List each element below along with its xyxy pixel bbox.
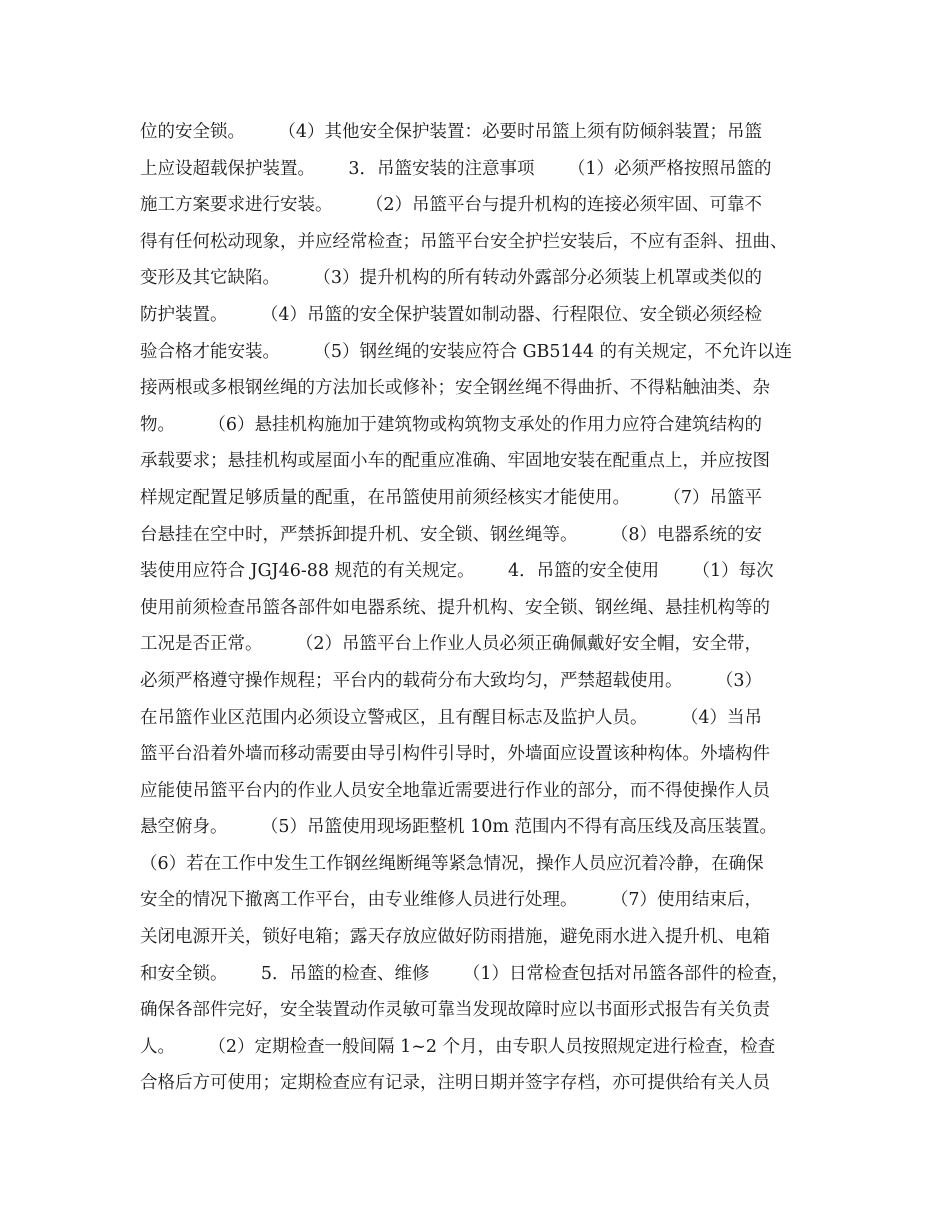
- text-line: 物。 （6）悬挂机构施加于建筑物或构筑物支承处的作用力应符合建筑结构的: [140, 414, 763, 435]
- text-line: 应能使吊篮平台内的作业人员安全地靠近需要进行作业的部分，而不得使操作人员: [140, 780, 770, 801]
- text-line: 样规定配置足够质量的配重，在吊篮使用前须经核实才能使用。 （7）吊篮平: [140, 487, 763, 508]
- text-line: 确保各部件完好，安全装置动作灵敏可靠当发现故障时应以书面形式报告有关负责: [140, 1000, 770, 1021]
- text-line: 变形及其它缺陷。 （3）提升机构的所有转动外露部分必须装上机罩或类似的: [140, 268, 763, 289]
- text-line: 合格后方可使用；定期检查应有记录，注明日期并签字存档，亦可提供给有关人员: [140, 1073, 770, 1094]
- text-line: 必须严格遵守操作规程；平台内的载荷分布大致均匀，严禁超载使用。 （3）: [140, 670, 763, 691]
- text-line: 施工方案要求进行安装。 （2）吊篮平台与提升机构的连接必须牢固、可靠不: [140, 195, 763, 216]
- text-line: 验合格才能安装。 （5）钢丝绳的安装应符合 GB5144 的有关规定，不允许以连: [140, 341, 793, 362]
- text-line: 人。 （2）定期检查一般间隔 1~2 个月，由专职人员按照规定进行检查，检查: [140, 1036, 776, 1057]
- text-line: 篮平台沿着外墙而移动需要由导引构件引导时，外墙面应设置该种构体。外墙构件: [140, 744, 770, 765]
- text-line: 承载要求；悬挂机构或屋面小车的配重应准确、牢固地安装在配重点上，并应按图: [140, 451, 770, 472]
- text-line: 工况是否正常。 （2）吊篮平台上作业人员必须正确佩戴好安全帽，安全带，: [140, 634, 763, 655]
- text-line: 得有任何松动现象，并应经常检查；吊篮平台安全护拦安装后，不应有歪斜、扭曲、: [140, 231, 788, 252]
- text-line: 位的安全锁。 （4）其他安全保护装置：必要时吊篮上须有防倾斜装置；吊篮: [140, 122, 763, 142]
- text-line: 关闭电源开关，锁好电箱；露天存放应做好防雨措施，避免雨水进入提升机、电箱: [140, 927, 770, 948]
- text-line: 在吊篮作业区范围内必须设立警戒区，且有醒目标志及监护人员。 （4）当吊: [140, 707, 763, 728]
- text-line: 悬空俯身。 （5）吊篮使用现场距整机 10m 范围内不得有高压线及高压装置。: [140, 817, 777, 838]
- text-line: 台悬挂在空中时，严禁拆卸提升机、安全锁、钢丝绳等。 （8）电器系统的安: [140, 524, 763, 545]
- text-line: 使用前须检查吊篮各部件如电器系统、提升机构、安全锁、钢丝绳、悬挂机构等的: [140, 597, 770, 618]
- text-line: 和安全锁。 5．吊篮的检查、维修 （1）日常检查包括对吊篮各部件的检查，: [140, 963, 790, 984]
- text-line: 接两根或多根钢丝绳的方法加长或修补；安全钢丝绳不得曲折、不得粘触油类、杂: [140, 378, 770, 399]
- text-line: 上应设超载保护装置。 3．吊篮安装的注意事项 （1）必须严格按照吊篮的: [140, 158, 772, 179]
- text-line: （6）若在工作中发生工作钢丝绳断绳等紧急情况，操作人员应沉着冷静，在确保: [140, 853, 764, 874]
- text-line: 防护装置。 （4）吊篮的安全保护装置如制动器、行程限位、安全锁必须经检: [140, 304, 763, 325]
- body-text: [140, 114, 820, 1102]
- text-line: 装使用应符合 JGJ46-88 规范的有关规定。 4．吊篮的安全使用 （1）每次: [140, 561, 774, 582]
- text-line: 安全的情况下撤离工作平台，由专业维修人员进行处理。 （7）使用结束后，: [140, 890, 763, 911]
